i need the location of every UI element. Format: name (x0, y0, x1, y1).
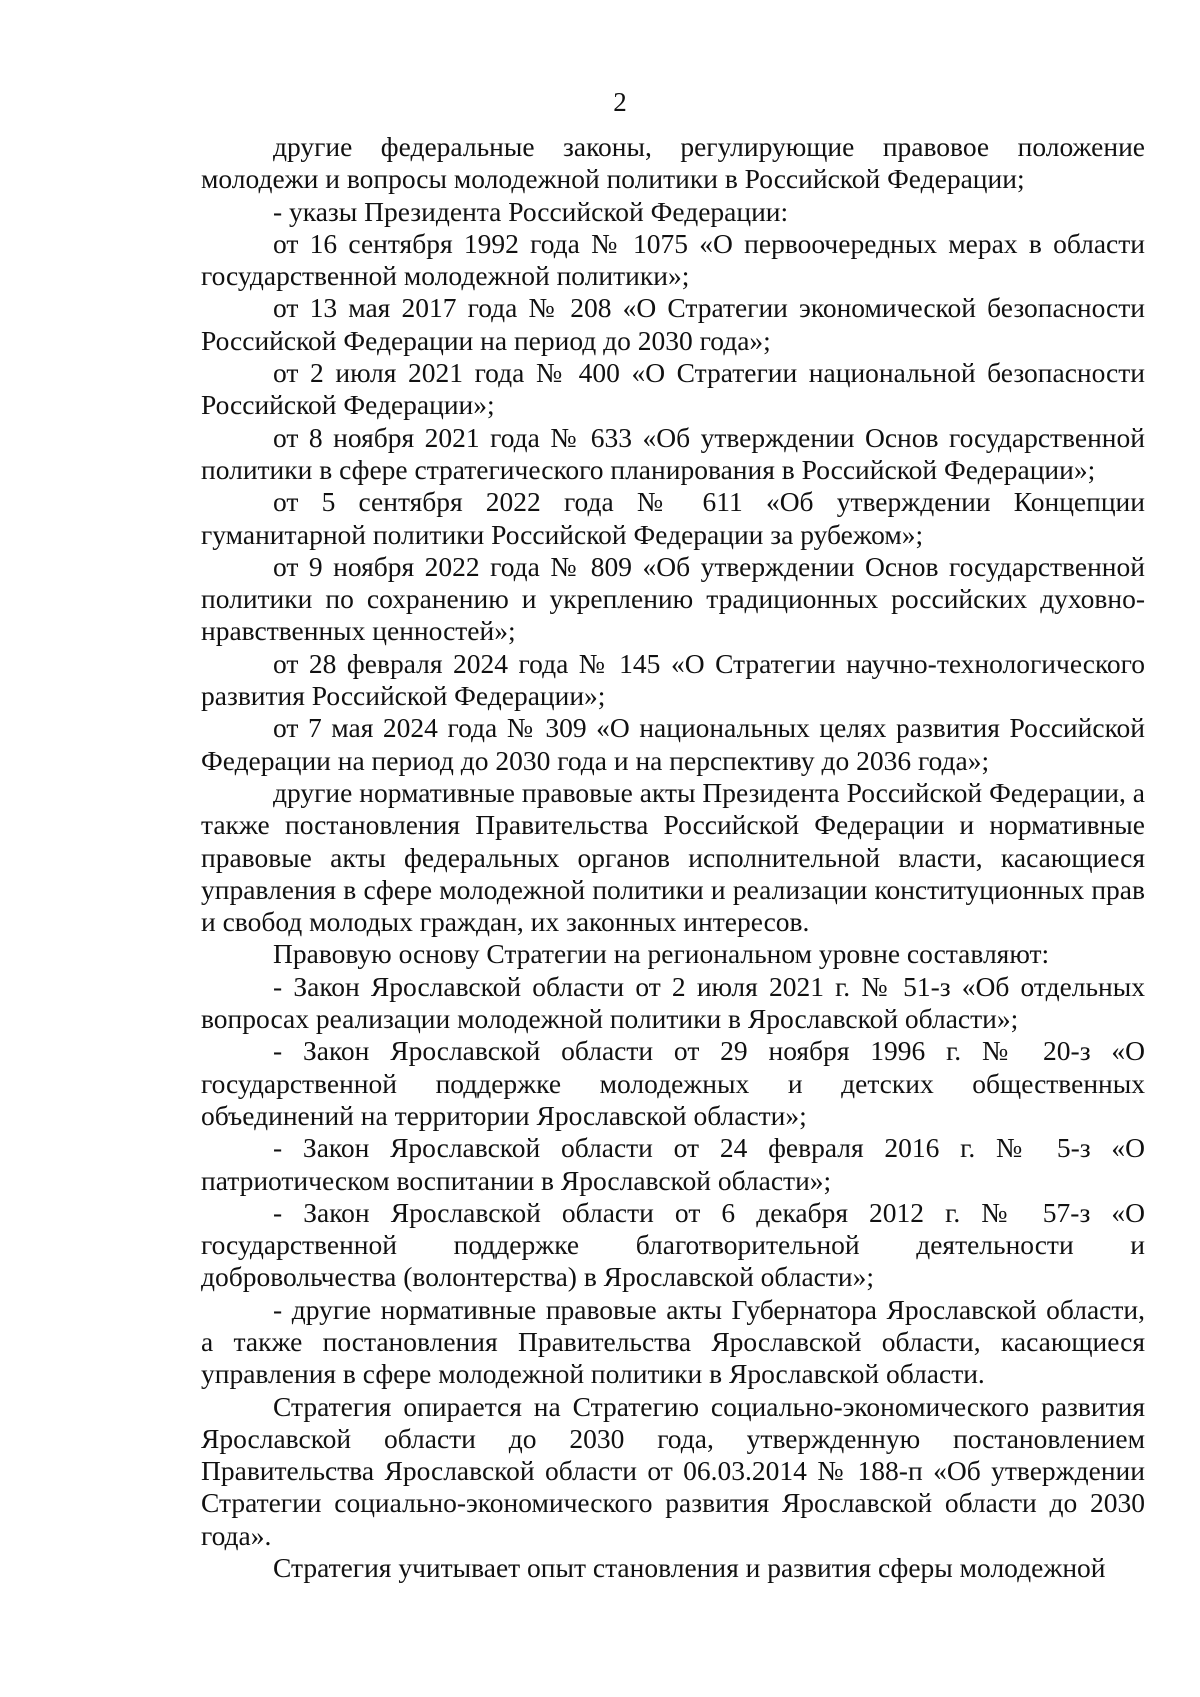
paragraph: от 28 февраля 2024 года № 145 «О Стратегии научно-технологического развития Российской Федерации»; (201, 647, 1145, 712)
paragraph: - указы Президента Российской Федерации: (273, 195, 789, 227)
paragraph: - Закон Ярославской области от 6 декабря 2012 г. № 57-з «О государственной поддержке благотворительной деятельности и добровольчества (волонтерства) в Ярославской области»; (201, 1196, 1145, 1293)
paragraph: от 13 мая 2017 года № 208 «О Стратегии экономической безопасности Российской Федерации на период до 2030 года»; (201, 292, 1145, 356)
paragraph: от 7 мая 2024 года № 309 «О национальных целях развития Российской Федерации на период до 2030 года и на перспективу до 2036 года»; (201, 712, 1145, 776)
page-number: 2 (613, 87, 627, 117)
paragraph: от 5 сентября 2022 года № 611 «Об утверждении Концепции гуманитарной политики Российской Федерации за рубежом»; (201, 486, 1145, 550)
paragraph: Стратегия опирается на Стратегию социально-экономического развития Ярославской области до 2030 года, утвержденную постановлением Правительства Ярославской области от 06.03.2014 № 188-п «Об утверждении Стратегии социально-экономического развития Ярославской области до 2030 года». (201, 1390, 1145, 1551)
paragraph: другие федеральные законы, регулирующие правовое положение молодежи и вопросы молодежной политики в Российской Федерации; (201, 131, 1145, 195)
paragraph: от 8 ноября 2021 года № 633 «Об утверждении Основ государственной политики в сфере стратегического планирования в Российской Федерации»; (201, 421, 1145, 485)
paragraph: другие нормативные правовые акты Президента Российской Федерации, а также постановления Правительства Российской Федерации и нормативные правовые акты федеральных органов исполнительной власти, касающиеся управления в сфере молодежной политики и реализации конституционных прав и свобод молодых граждан, их законных интересов. (201, 776, 1145, 938)
document-body (201, 131, 1145, 1584)
paragraph: от 16 сентября 1992 года № 1075 «О первоочередных мерах в области государственной молодежной политики»; (201, 227, 1145, 292)
paragraph: - Закон Ярославской области от 29 ноября 1996 г. № 20-з «О государственной поддержке молодежных и детских общественных объединений на территории Ярославской области»; (201, 1035, 1145, 1131)
paragraph: Правовую основу Стратегии на региональном уровне составляют: (273, 938, 1050, 970)
paragraph: от 2 июля 2021 года № 400 «О Стратегии национальной безопасности Российской Федерации»; (201, 357, 1145, 421)
paragraph: - Закон Ярославской области от 2 июля 2021 г. № 51-з «Об отдельных вопросах реализации молодежной политики в Ярославской области»; (201, 970, 1145, 1035)
paragraph: от 9 ноября 2022 года № 809 «Об утверждении Основ государственной политики по сохранению и укреплению традиционных российских духовно-нравственных ценностей»; (201, 550, 1145, 647)
paragraph: Стратегия учитывает опыт становления и развития сферы молодежной (273, 1552, 1106, 1584)
paragraph: - Закон Ярославской области от 24 февраля 2016 г. № 5-з «О патриотическом воспитании в Ярославской области»; (201, 1132, 1145, 1196)
paragraph: - другие нормативные правовые акты Губернатора Ярославской области, а также постановления Правительства Ярославской области, касающиеся управления в сфере молодежной политики в Ярославской области. (201, 1293, 1145, 1390)
